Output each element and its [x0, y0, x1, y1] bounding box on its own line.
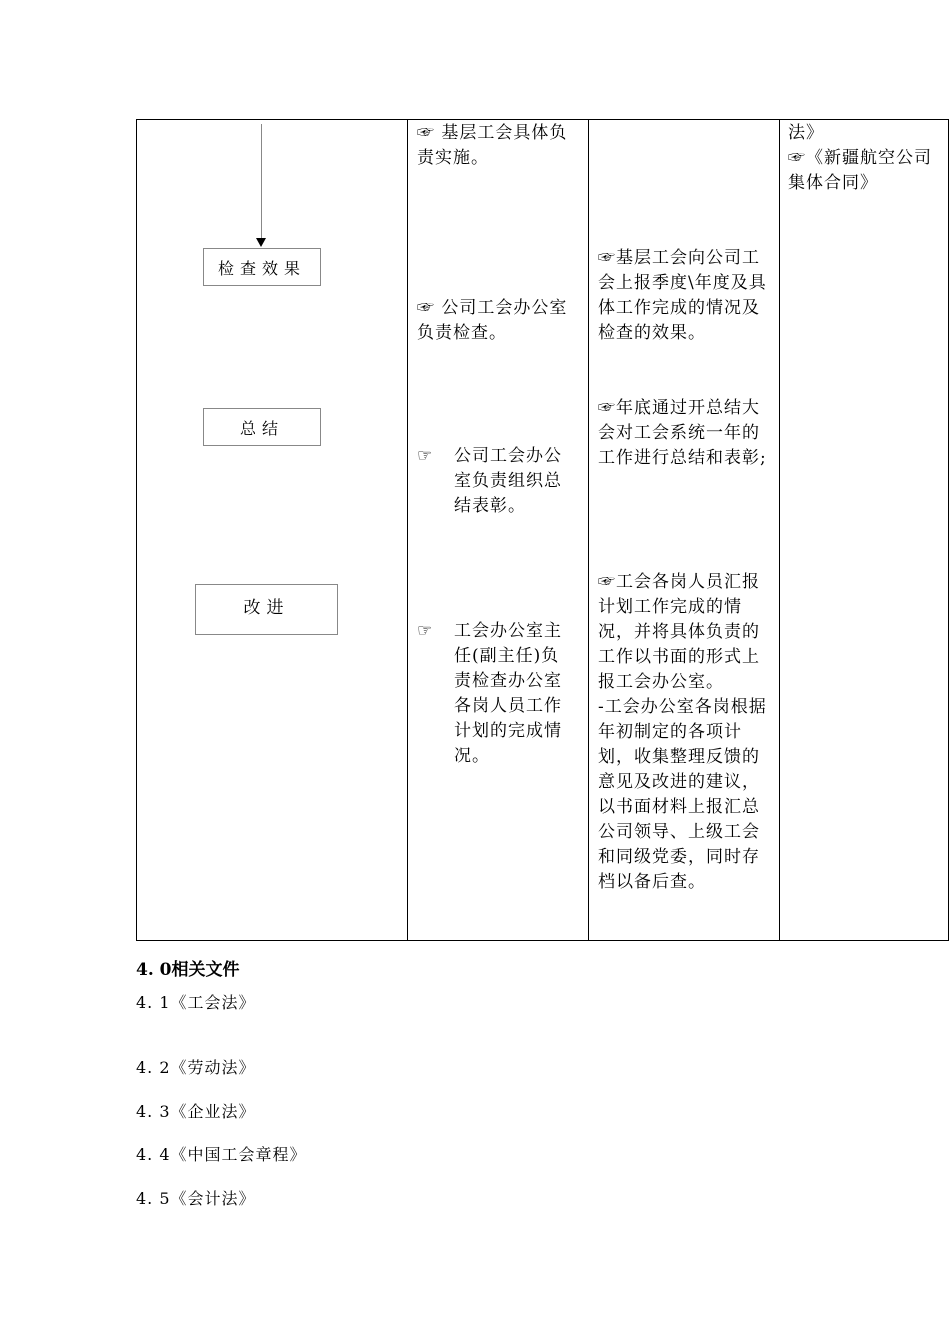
output-text-3: ☞工会各岗人员汇报计划工作完成的情况，并将具体负责的工作以书面的形式上报工会办公室。 — [598, 572, 760, 692]
flow-box-improve: 改进 — [195, 584, 338, 635]
pointing-hand-icon: ☞ — [417, 446, 434, 466]
column-divider — [588, 120, 589, 940]
reference-text-2: ☞《新疆航空公司集体合同》 — [788, 148, 932, 193]
reference-item: 4. 4《中国工会章程》 — [136, 1145, 307, 1164]
reference-item: 4. 3《企业法》 — [136, 1102, 256, 1121]
responsibility-text-1: ☞ 基层工会具体负责实施。 — [417, 123, 568, 168]
pointing-hand-icon: ☞ — [417, 621, 434, 641]
responsibility-item-4 — [417, 619, 577, 769]
output-text-2: ☞年底通过开总结大会对工会系统一年的工作进行总结和表彰; — [598, 398, 767, 468]
reference-item: 4. 5《会计法》 — [136, 1189, 256, 1208]
output-text-1: ☞基层工会向公司工会上报季度\年度及具体工作完成的情况及检查的效果。 — [598, 248, 767, 343]
flow-arrow-line — [261, 124, 262, 239]
reference-text-1: 法》 — [788, 123, 824, 143]
responsibility-text-3: 公司工会办公室负责组织总结表彰。 — [454, 446, 562, 516]
column-divider — [779, 120, 780, 940]
section-title: 4. 0相关文件 — [136, 960, 240, 980]
responsibility-text-4: 工会办公室主任(副主任)负责检查办公室各岗人员工作计划的完成情况。 — [454, 621, 562, 766]
flow-box-summary: 总结 — [203, 408, 321, 446]
reference-item: 4. 2《劳动法》 — [136, 1058, 256, 1077]
flow-box-check-effect: 检查效果 — [203, 248, 321, 286]
responsibility-item-3 — [417, 444, 577, 519]
output-text-4: -工会办公室各岗根据年初制定的各项计划，收集整理反馈的意见及改进的建议，以书面材料上报汇总公司领导、上级工会和同级党委，同时存档以备后查。 — [598, 697, 767, 892]
responsibility-text-2: ☞ 公司工会办公室负责检查。 — [417, 298, 568, 343]
arrow-down-icon — [256, 238, 266, 247]
reference-item: 4. 1《工会法》 — [136, 993, 256, 1012]
column-divider — [407, 120, 408, 940]
